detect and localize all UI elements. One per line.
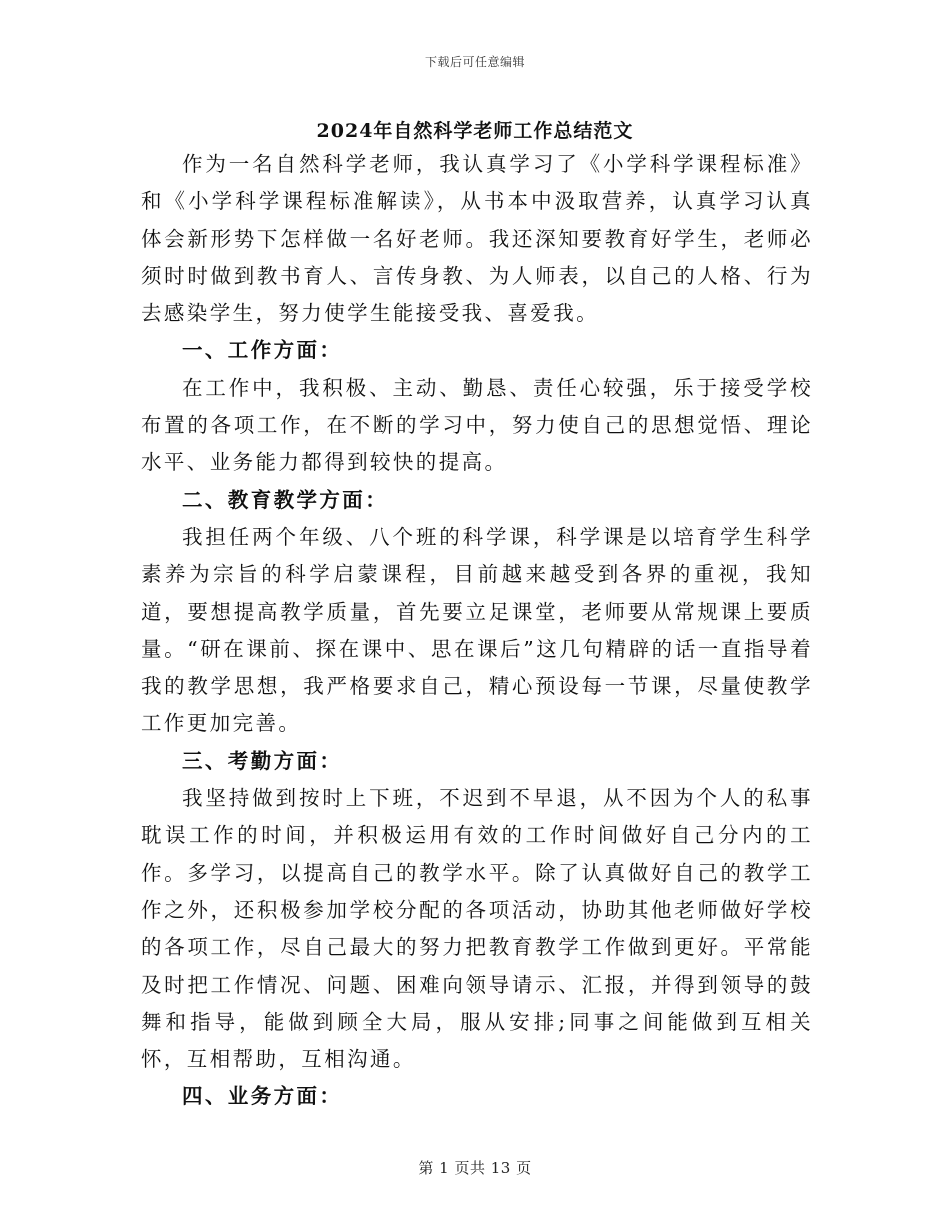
section-heading-teaching: 二、教育教学方面： <box>182 487 389 512</box>
intro-paragraph: 作为一名自然科学老师，我认真学习了《小学科学课程标准》和《小学科学课程标准解读》，从书本中汲取营养，认真学习认真体会新形势下怎样做一名好老师。我还深知要教育好学生，老师必须时时做到教书育人、言传身教、为人师表，以自己的人格、行为去感染学生，努力使学生能接受我、喜爱我。 <box>141 152 813 326</box>
document-body <box>141 146 813 1116</box>
header-note: 下载后可任意编辑 <box>424 55 525 69</box>
section-paragraph-work: 在工作中，我积极、主动、勤恳、责任心较强，乐于接受学校布置的各项工作，在不断的学习中，努力使自己的思想觉悟、理论水平、业务能力都得到较快的提高。 <box>141 375 813 475</box>
page-number: 第 1 页共 13 页 <box>418 1159 532 1177</box>
document-title: 2024年自然科学老师工作总结范文 <box>316 120 634 142</box>
section-heading-work: 一、工作方面： <box>182 338 343 363</box>
section-heading-business: 四、业务方面： <box>182 1084 343 1109</box>
section-paragraph-attendance: 我坚持做到按时上下班，不迟到不早退，从不因为个人的私事耽误工作的时间，并积极运用有效的工作时间做好自己分内的工作。多学习，以提高自己的教学水平。除了认真做好自己的教学工作之外，还积极参加学校分配的各项活动，协助其他老师做好学校的各项工作，尽自己最大的努力把教育教学工作做到更好。平常能及时把工作情况、问题、困难向领导请示、汇报，并得到领导的鼓舞和指导，能做到顾全大局，服从安排;同事之间能做到互相关怀，互相帮助，互相沟通。 <box>141 786 813 1072</box>
section-heading-attendance: 三、考勤方面： <box>182 748 343 773</box>
section-paragraph-teaching: 我担任两个年级、八个班的科学课，科学课是以培育学生科学素养为宗旨的科学启蒙课程，目前越来越受到各界的重视，我知道，要想提高教学质量，首先要立足课堂，老师要从常规课上要质量。“研在课前、探在课中、思在课后”这几句精辟的话一直指导着我的教学思想，我严格要求自己，精心预设每一节课，尽量使教学工作更加完善。 <box>141 524 813 736</box>
